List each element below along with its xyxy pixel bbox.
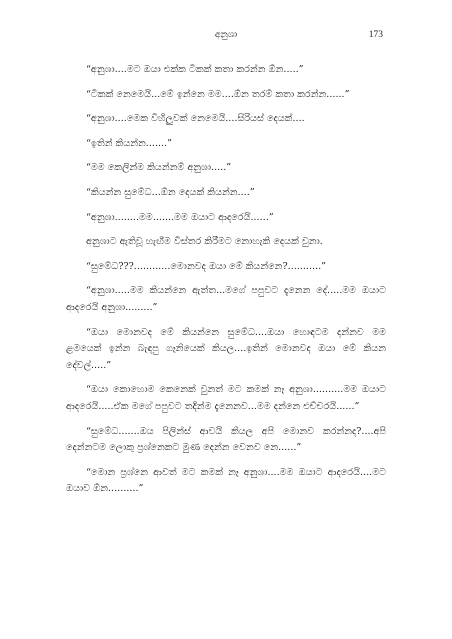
paragraph: “අනුශා....මෙක විහිලුවක් නෙමෙයි....සිරියස් දෙයක්.... <box>86 113 305 125</box>
paragraph: “ටිකක් නෙමෙයි...මේ ඉන්නෙ මම....ඕන තරම් කතා කරන්න......” <box>86 88 350 100</box>
page-number: 173 <box>368 30 383 40</box>
paragraph: “මොන ප්‍රශ්නෙ ආවත් මට කමක් නෑ අනුශා....මම ඔයාට ආදරෙයි....මට ඔයාව ඕන..........” <box>66 466 386 495</box>
paragraph: “සුමේධ???............මොනවද ඔයා මේ කියන්නෙ?...........” <box>86 260 327 272</box>
paragraph: “සුමේධ.......ඔය පිලින්ස් ආවයි කියල අපි මොනව කරන්නද?....අපි දෙන්නටම ලොකු ප්‍රශ්නෙකට මුණ දෙන්න වෙනව නෙ......” <box>66 425 386 454</box>
paragraph: “අනුශා.....මම කියන්නෙ ඇත්ත...මගේ පපුවට දැනෙන දේ.....මම ඔයාට ආදරෙයි අනුශා.........” <box>66 285 386 313</box>
paragraph: අනුශාට ඇතිවූ හැඟීම විස්තර කිරීමට නොහැකි දෙයක් වුනා. <box>86 236 323 248</box>
body-text <box>66 62 386 506</box>
paragraph: “අනුශා........මම.......මම ඔයාට ආදරෙයි......” <box>86 211 274 223</box>
paragraph: “කියන්න සුමේධ...ඕන දෙයක් කියන්න....” <box>86 186 255 198</box>
running-header <box>0 30 452 44</box>
paragraph: “ඔයා මොනවද මේ කියන්නෙ සුමේධ....ඔයා හොඳටම දන්නව මම ළමයෙක් ඉන්න බැඳපු ගෑනියෙක් කියල....ඉතින් මොනවද ඔයා මේ කියන දේවල්.....” <box>66 326 386 371</box>
paragraph: “අනුශා....මට ඔයා එක්ක ටිකක් කතා කරන්න ඕන.....” <box>86 64 304 75</box>
paragraph: “ඔයා කොහොම කෙනෙක් වුනත් මට කමක් නෑ අනුශා..........මම ඔයාට ආදරෙයි.....ඒක මගේ පපුවට තදින්ම දැනෙනව...මම දන්නෙ එච්චරයි......” <box>66 384 386 412</box>
paragraph: “මම කෙලින්ම කියන්නම් අනුශා.....” <box>86 162 232 174</box>
paragraph: “ඉතින් කියන්න.......” <box>86 137 173 149</box>
running-title: අනුශා <box>214 30 238 40</box>
